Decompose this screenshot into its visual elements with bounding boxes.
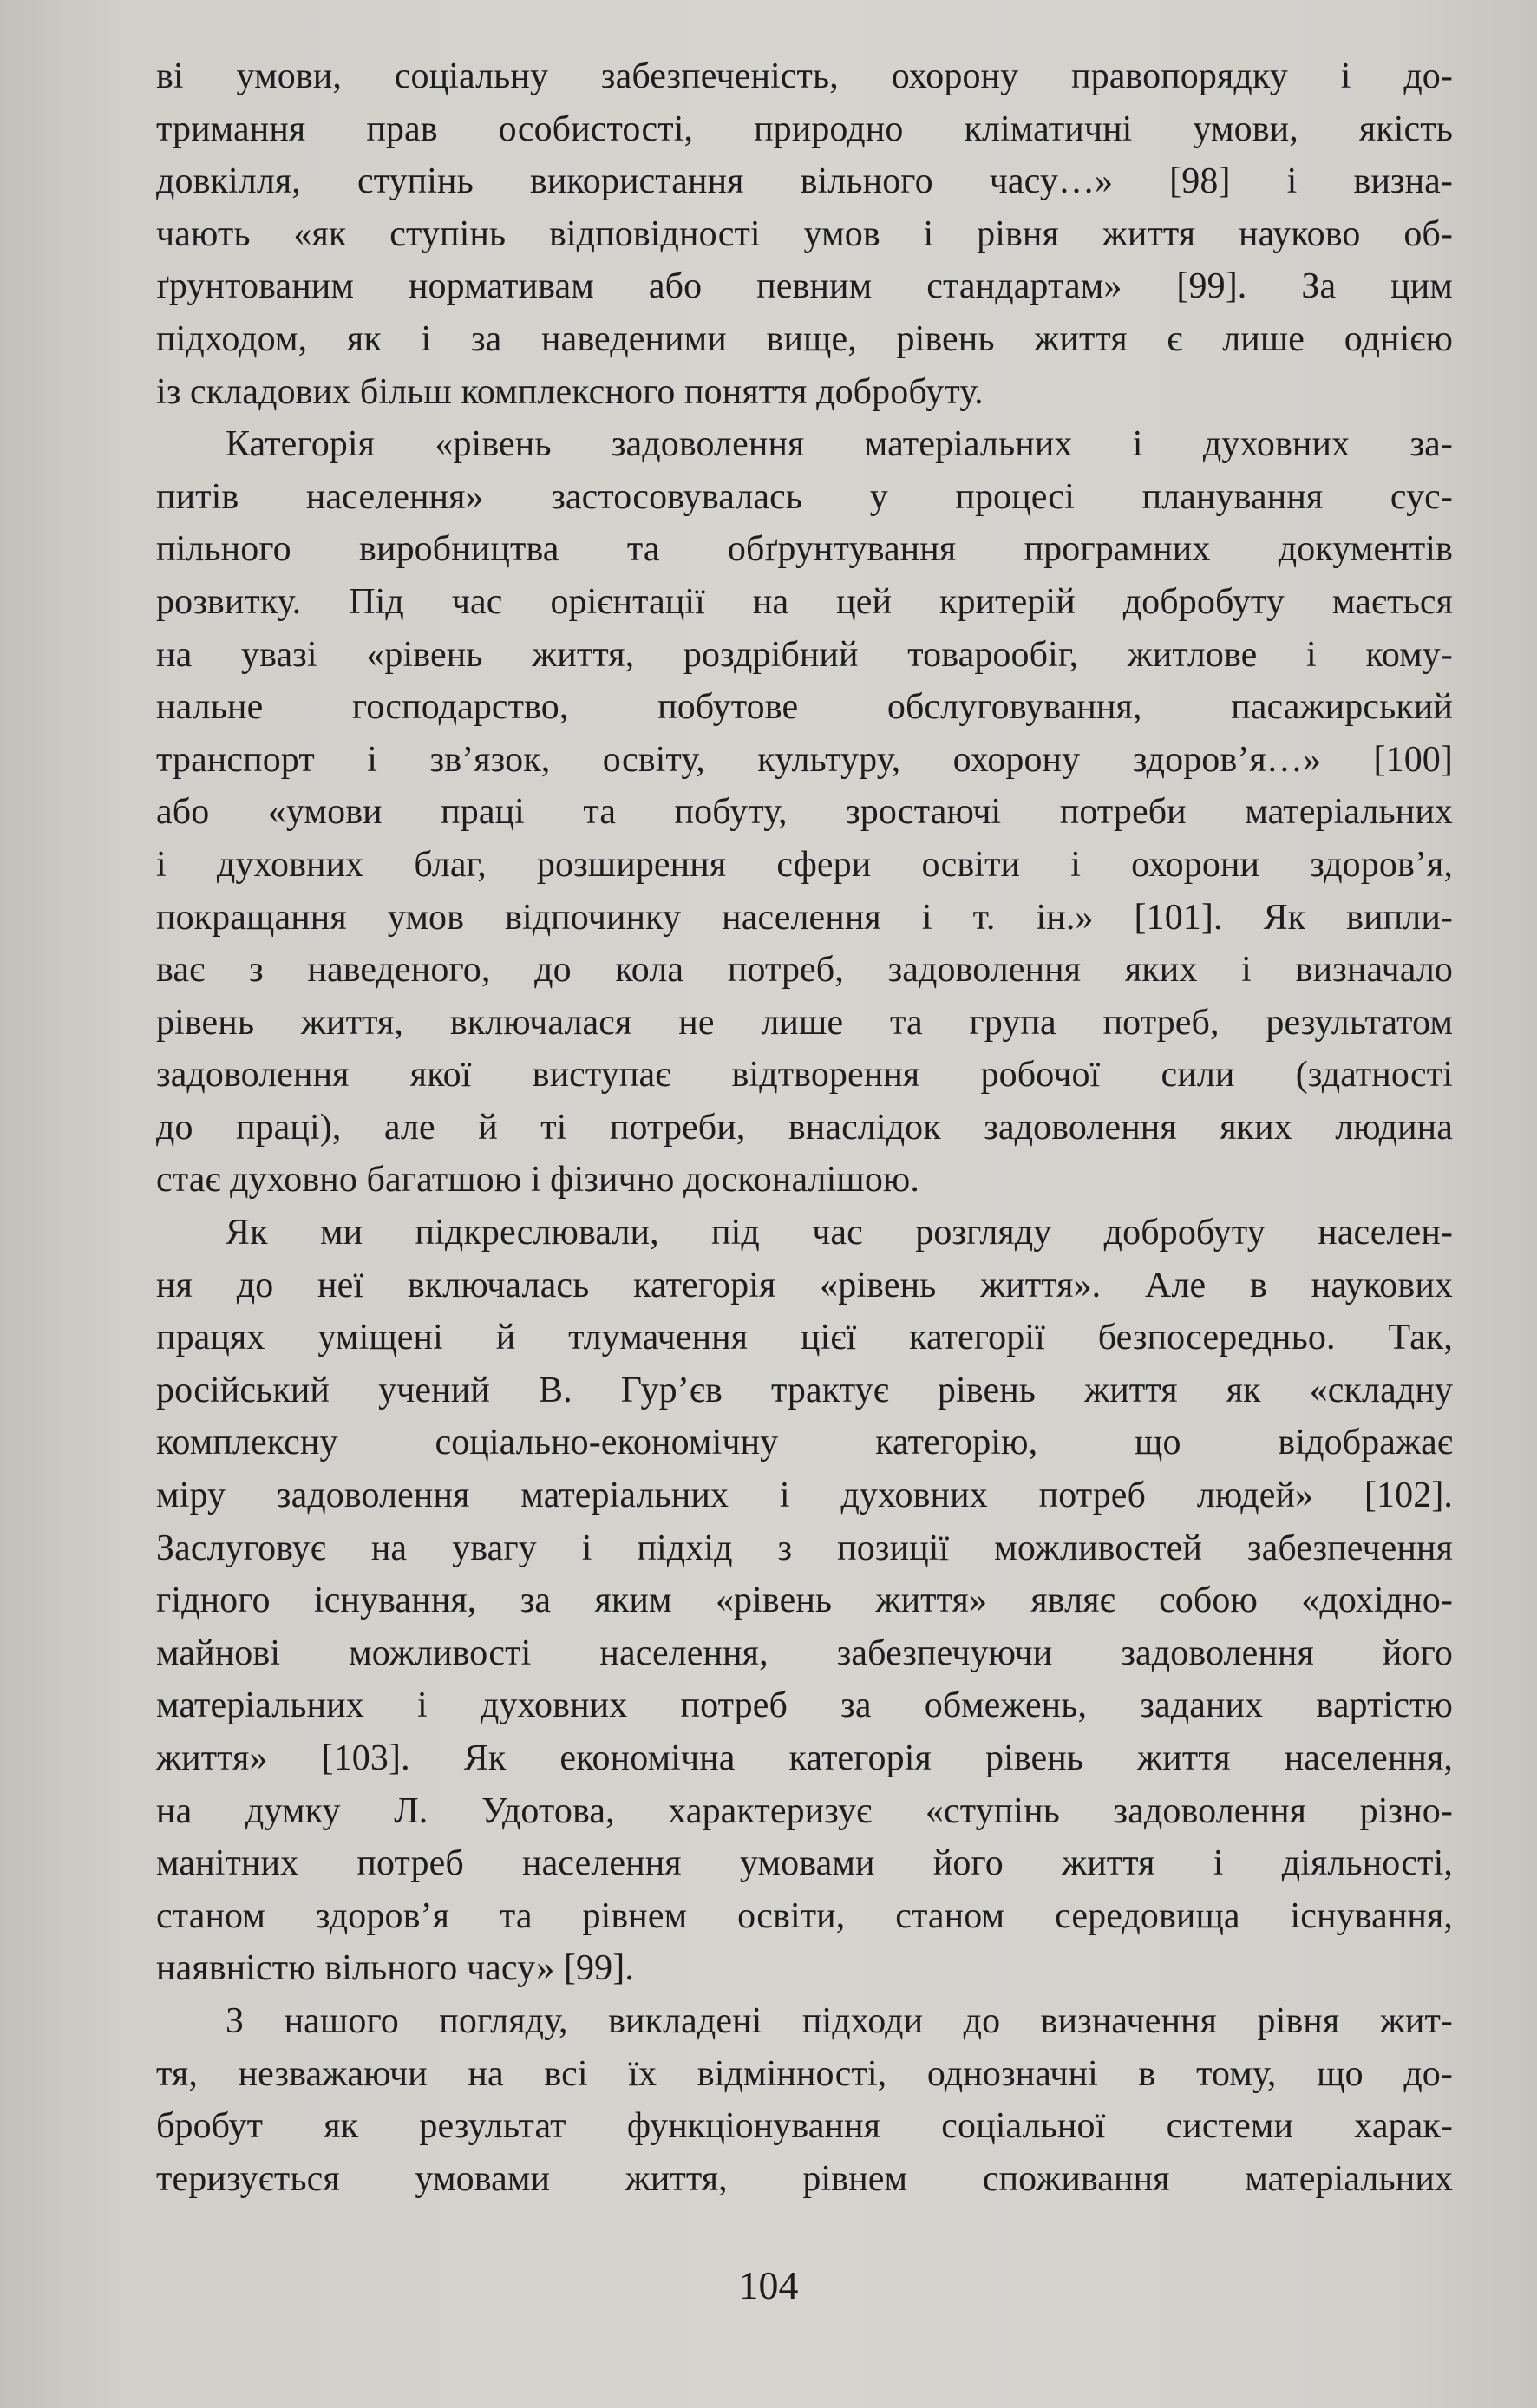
text-line: рівень життя, включалася не лише та група потреб, результатом <box>156 1002 1453 1043</box>
paragraph-start-line: З нашого погляду, викладені підходи до визначення рівня жит- <box>226 2000 1453 2041</box>
text-line: російський учений В. Гур’єв трактує рівень життя як «складну <box>156 1370 1453 1410</box>
text-line: матеріальних і духовних потреб за обмежень, заданих вартістю <box>156 1685 1453 1726</box>
text-line: і духовних благ, розширення сфери освіти і охорони здоров’я, <box>156 844 1453 885</box>
page-number: 104 <box>738 2263 799 2307</box>
text-line: із складових більш комплексного поняття добробуту. <box>156 371 984 412</box>
text-line: станом здоров’я та рівнем освіти, станом середовища існування, <box>156 1895 1453 1936</box>
text-line: нальне господарство, побутове обслуговування, пасажирський <box>156 687 1453 728</box>
text-line: пільного виробництва та обґрунтування програмних документів <box>156 529 1453 570</box>
text-line: міру задоволення матеріальних і духовних потреб людей» [102]. <box>156 1476 1453 1516</box>
text-line: тя, незважаючи на всі їх відмінності, однозначні в тому, що до- <box>156 2053 1453 2094</box>
page-body-text <box>156 50 1453 2205</box>
text-line: ня до неї включалась категорія «рівень життя». Але в наукових <box>156 1265 1453 1305</box>
text-line: теризується умовами життя, рівнем споживання матеріальних <box>156 2158 1453 2199</box>
text-line: ві умови, соціальну забезпеченість, охорону правопорядку і до- <box>156 56 1453 96</box>
text-line: працях уміщені й тлумачення цієї категорії безпосередньо. Так, <box>156 1318 1453 1358</box>
text-line: тримання прав особистості, природно кліматичні умови, якість <box>156 108 1453 149</box>
text-line: Заслуговує на увагу і підхід з позиції можливостей забезпечення <box>156 1528 1453 1568</box>
text-line: покращання умов відпочинку населення і т. ін.» [101]. Як випли- <box>156 897 1453 938</box>
text-line: комплексну соціально-економічну категорію, що відображає <box>156 1423 1453 1463</box>
text-line: до праці), але й ті потреби, внаслідок задоволення яких людина <box>156 1107 1453 1148</box>
text-line: ґрунтованим нормативам або певним стандартам» [99]. За цим <box>156 266 1453 307</box>
text-line: транспорт і зв’язок, освіту, культуру, охорону здоров’я…» [100] <box>156 739 1453 780</box>
paragraph-start-line: Категорія «рівень задоволення матеріальних і духовних за- <box>226 424 1453 465</box>
text-line: на думку Л. Удотова, характеризує «ступінь задоволення різно- <box>156 1790 1453 1831</box>
text-line: задоволення якої виступає відтворення робочої сили (здатності <box>156 1055 1453 1096</box>
text-line: довкілля, ступінь використання вільного часу…» [98] і визна- <box>156 161 1453 202</box>
text-line: життя» [103]. Як економічна категорія рівень життя населення, <box>156 1738 1453 1778</box>
text-line: питів населення» застосовувалась у процесі планування сус- <box>156 476 1453 517</box>
text-line: стає духовно багатшою і фізично досконалішою. <box>156 1160 919 1201</box>
paragraph-start-line: Як ми підкреслювали, під час розгляду добробуту населен- <box>226 1213 1453 1253</box>
text-line: гідного існування, за яким «рівень життя» являє собою «дохідно- <box>156 1580 1453 1621</box>
text-line: на увазі «рівень життя, роздрібний товарообіг, житлове і кому- <box>156 634 1453 675</box>
text-line: ває з наведеного, до кола потреб, задоволення яких і визначало <box>156 950 1453 991</box>
text-line: наявністю вільного часу» [99]. <box>156 1948 634 1989</box>
text-line: майнові можливості населення, забезпечуючи задоволення його <box>156 1633 1453 1673</box>
text-line: бробут як результат функціонування соціальної системи харак- <box>156 2106 1453 2147</box>
text-line: чають «як ступінь відповідності умов і рівня життя науково об- <box>156 213 1453 254</box>
text-line: розвитку. Під час орієнтації на цей критерій добробуту мається <box>156 581 1453 622</box>
text-line: або «умови праці та побуту, зростаючі потреби матеріальних <box>156 792 1453 833</box>
text-line: підходом, як і за наведеними вище, рівень життя є лише однією <box>156 318 1453 359</box>
text-line: манітних потреб населення умовами його життя і діяльності, <box>156 1843 1453 1884</box>
